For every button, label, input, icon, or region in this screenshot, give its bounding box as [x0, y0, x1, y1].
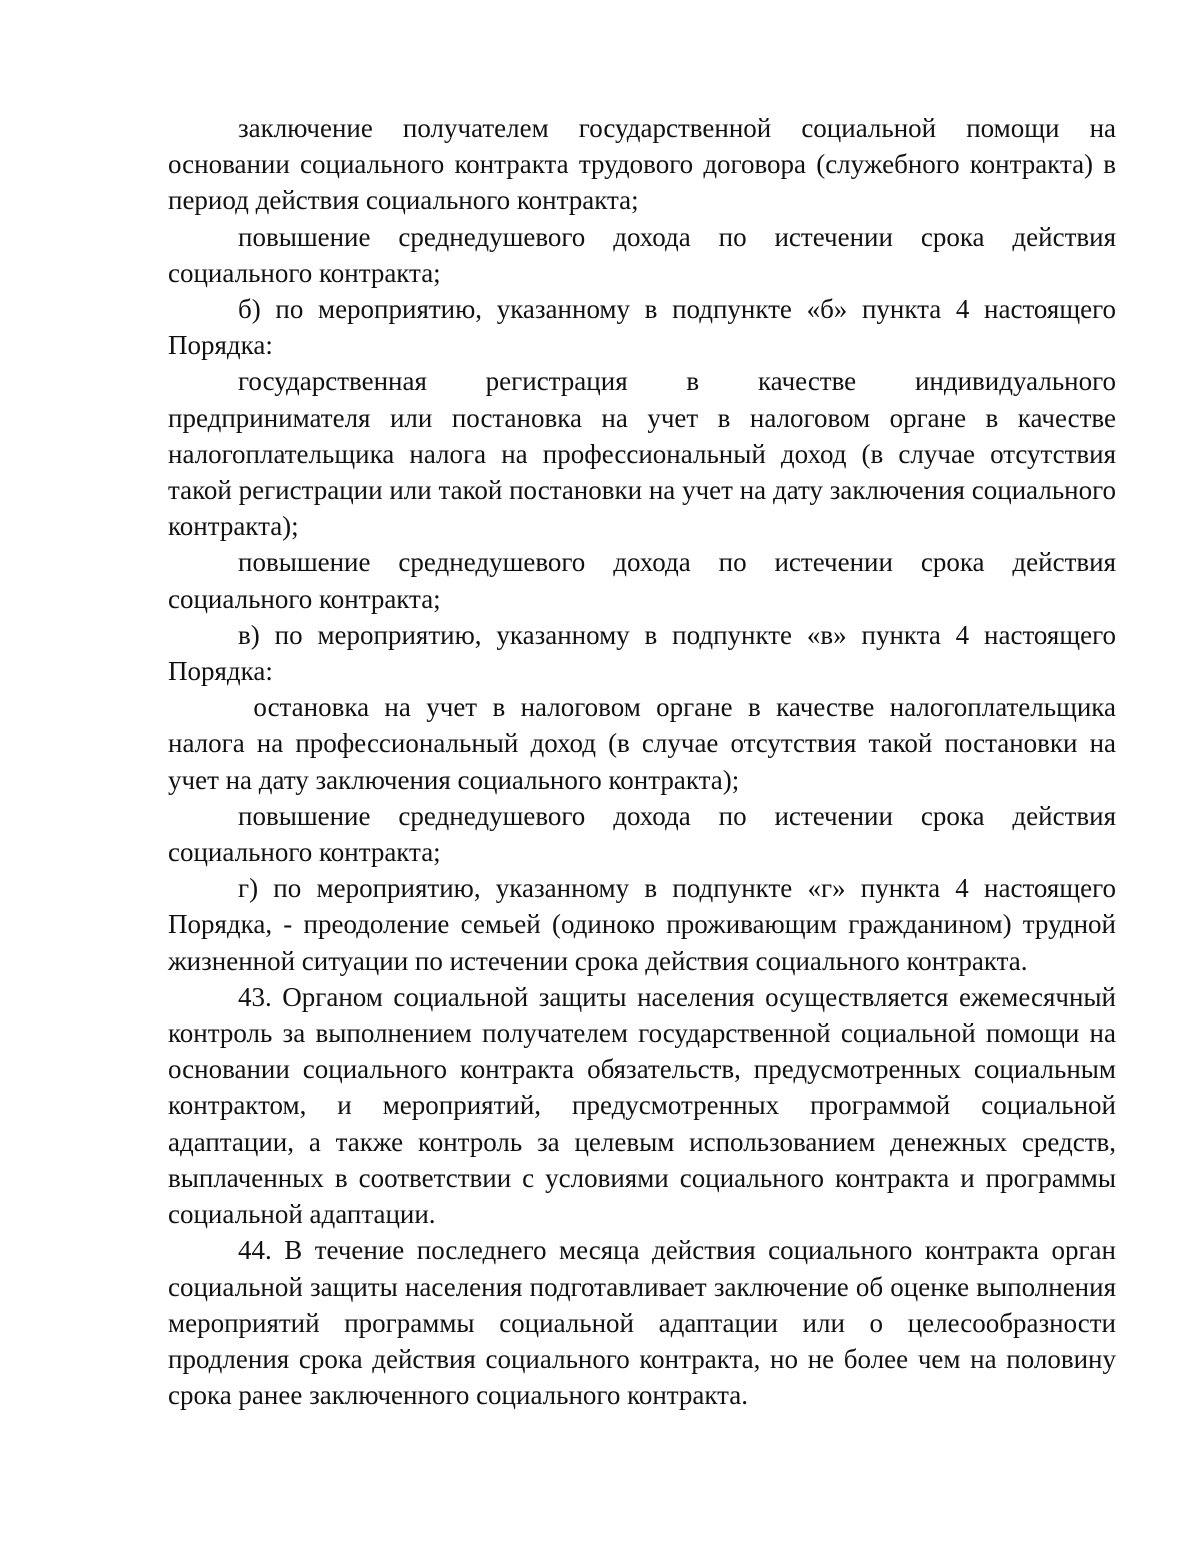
paragraph-item-g: г) по мероприятию, указанному в подпункте «г» пункта 4 настоящего Порядка, - преодоление семьей (одиноко проживающим гражданином) трудной жизненной ситуации по истечении срока действия социального контракта.: [168, 873, 1116, 976]
paragraph-tax-registration: остановка на учет в налоговом органе в качестве налогоплательщика налога на профессиональный доход (в случае отсутствия такой постановки на учет на дату заключения социального контракта);: [168, 692, 1123, 795]
paragraph-income-increase: повышение среднедушевого дохода по истечении срока действия социального контракта;: [168, 547, 1116, 614]
paragraph-entrepreneur-registration: государственная регистрация в качестве индивидуального предпринимателя или постановка на учет в налоговом органе в качестве налогоплательщика налога на профессиональный доход (в случае отсутствия такой регистрации или такой постановки на учет на дату заключения социального контракта);: [168, 366, 1116, 542]
paragraph-clause-43: 43. Органом социальной защиты населения осуществляется ежемесячный контроль за выполнением получателем государственной социальной помощи на основании социального контракта обязательств, предусмотренных социальным контрактом, и мероприятий, предусмотренных программой социальной адаптации, а также контроль за целевым использованием денежных средств, выплаченных в соответствии с условиями социального контракта и программы социальной адаптации.: [168, 981, 1116, 1230]
document-page: [168, 110, 1123, 1413]
paragraph-clause-44: 44. В течение последнего месяца действия социального контракта орган социальной защиты населения подготавливает заключение об оценке выполнения мероприятий программы социальной адаптации или о целесообразности продления срока действия социального контракта, но не более чем на половину срока ранее заключенного социального контракта.: [168, 1235, 1116, 1411]
paragraph-item-b: б) по мероприятию, указанному в подпункте «б» пункта 4 настоящего Порядка:: [168, 294, 1116, 361]
paragraph-item-v: в) по мероприятию, указанному в подпункте «в» пункта 4 настоящего Порядка:: [168, 619, 1116, 687]
paragraph-income-increase: повышение среднедушевого дохода по истечении срока действия социального контракта;: [168, 221, 1116, 288]
paragraph-income-increase: повышение среднедушевого дохода по истечении срока действия социального контракта;: [168, 800, 1116, 868]
paragraph-employment-contract: заключение получателем государственной социальной помощи на основании социального контракта трудового договора (служебного контракта) в период действия социального контракта;: [168, 113, 1116, 216]
